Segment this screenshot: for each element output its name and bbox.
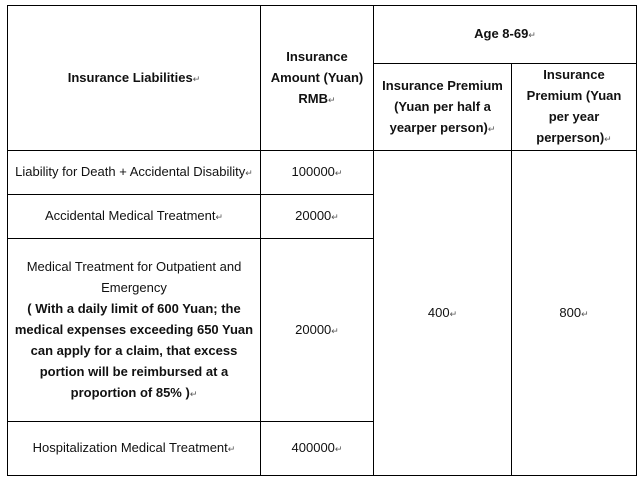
amount-cell: 100000↵ bbox=[261, 151, 374, 195]
header-age-group: Age 8-69↵ bbox=[374, 6, 637, 64]
liability-cell: Liability for Death + Accidental Disability↵ bbox=[8, 151, 261, 195]
paragraph-mark: ↵ bbox=[192, 73, 201, 84]
liability-cell: Accidental Medical Treatment↵ bbox=[8, 195, 261, 239]
paragraph-mark: ↵ bbox=[449, 308, 458, 319]
table-row bbox=[8, 151, 637, 195]
document-page bbox=[7, 5, 637, 476]
paragraph-mark: ↵ bbox=[334, 444, 343, 454]
paragraph-mark: ↵ bbox=[334, 168, 343, 178]
header-premium-half-year: Insurance Premium (Yuan per half a yearper person)↵ bbox=[374, 64, 512, 151]
liability-cell: Hospitalization Medical Treatment↵ bbox=[8, 422, 261, 476]
paragraph-mark: ↵ bbox=[331, 325, 339, 336]
paragraph-mark: ↵ bbox=[581, 308, 589, 319]
amount-cell: 20000↵ bbox=[261, 195, 374, 239]
liability-cell: Medical Treatment for Outpatient and Emergency ( With a daily limit of 600 Yuan; the medical expenses exceeding 650 Yuan can apply for a claim, that excess portion will be reimbursed at a proportion of 85% )↵ bbox=[8, 239, 261, 422]
amount-cell: 20000↵ bbox=[261, 239, 374, 422]
paragraph-mark: ↵ bbox=[331, 212, 339, 222]
amount-cell: 400000↵ bbox=[261, 422, 374, 476]
paragraph-mark: ↵ bbox=[245, 168, 253, 178]
paragraph-mark: ↵ bbox=[604, 134, 612, 144]
header-amount: Insurance Amount (Yuan) RMB↵ bbox=[261, 6, 374, 151]
premium-half-year-cell: 400↵ bbox=[374, 151, 512, 476]
paragraph-mark: ↵ bbox=[215, 212, 224, 222]
liability-note: ( With a daily limit of 600 Yuan; the medical expenses exceeding 650 Yuan can apply for a claim, that excess portion will be reimbursed at a proportion of 85% )↵ bbox=[14, 300, 254, 400]
paragraph-mark: ↵ bbox=[189, 388, 198, 399]
insurance-table bbox=[7, 5, 637, 476]
paragraph-mark: ↵ bbox=[328, 94, 336, 105]
paragraph-mark: ↵ bbox=[227, 444, 236, 454]
header-premium-year: Insurance Premium (Yuan per year perperson)↵ bbox=[512, 64, 637, 151]
header-liabilities: Insurance Liabilities↵ bbox=[8, 6, 261, 151]
paragraph-mark: ↵ bbox=[487, 123, 496, 134]
paragraph-mark: ↵ bbox=[528, 30, 536, 40]
premium-year-cell: 800↵ bbox=[512, 151, 637, 476]
